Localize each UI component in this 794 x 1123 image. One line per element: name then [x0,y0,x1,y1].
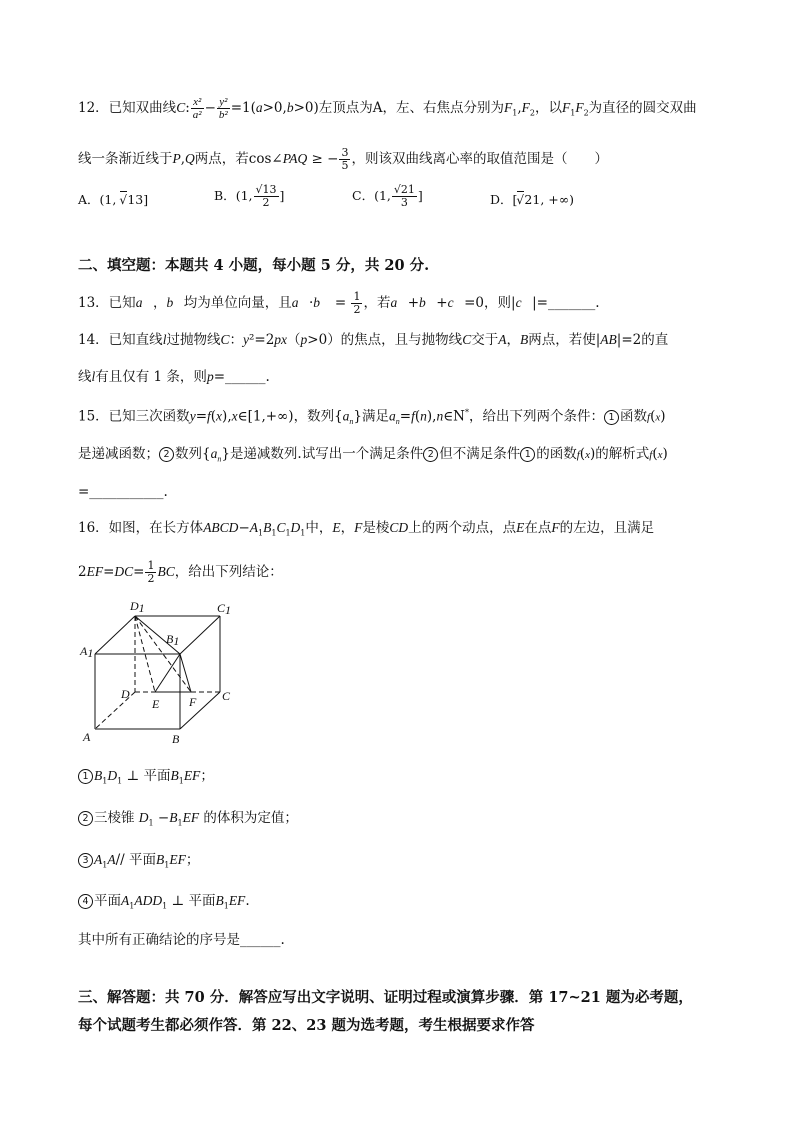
q15-text-3: 满足 [362,408,390,425]
q16-conclusion-1: 1 $B_1D_1$ ⊥ 平面$B_1EF$； [78,766,214,792]
q14-text-4: ）的焦点，且与抛物线 [327,332,463,348]
q15-text-9: 但不满足条件 [439,446,521,462]
q16-line1: 16．如图，在长方体$ABCD-A_1B_1C_1D_1$中，E，F是棱CD上的两个动点，点E在点F的左边，且满足 [78,520,655,538]
q13-line: 13．已知a⃗，b⃗均为单位向量，且a⃗·b⃗ = $\frac{1}{2}$ ，若a⃗+b⃗+c⃗=0，则|c⃗|=_______. [78,290,600,316]
q15-line2: 是递减函数； 2 数列$\{a_n\}$是递减数列.试写出一个满足条件 2 但不满足条件 1 的函数f(x)的解析式f(x) [78,446,668,464]
section-3-line1: 三、解答题：共 70 分．解答应写出文字说明、证明过程或演算步骤．第 17~21 题为必考题， [78,989,693,1006]
q15-line3[interactable]: =___________. [78,484,168,500]
q16-line2: 2EF=DC= $\frac{1}{2}$ BC，给出下列结论： [78,559,283,585]
q14-text-7: 两点，若使 [528,332,596,348]
q16-c2-suffix: 的体积为定值； [203,810,298,826]
q15-text-8: 是递减数列.试写出一个满足条件 [229,446,424,462]
q16-final[interactable]: 其中所有正确结论的序号是______. [78,932,285,948]
q16-text-4: 是棱 [362,520,390,536]
q14-line2: 线l有且仅有 1 条，则p=______. [78,369,270,385]
label-f: F [189,695,197,709]
q12-line1: 12．已知双曲线C: $\frac{\text{x²}}{\text{a²}}$ − $\frac{\text{y²}}{\text{b²}}$ =1(a>0,b>0)左顶点为A，左、右焦点分别为$F_1,F_2$，以$F_1F_2$为直径的圆交双曲 [78,96,697,121]
label-d: D [121,687,130,701]
q14-text-2: 过抛物线 [166,332,221,348]
q13-text-3: 均为单位向量，且 [183,295,292,311]
q12-text-7: ，则该双曲线离心率的取值范围是（ ） [351,151,608,167]
label-b1: B1 [166,632,180,648]
option-d-label: D． [490,192,513,207]
q13-text-1: 13．已知 [78,295,136,311]
q12-frac-x: $\frac{\text{x²}}{\text{a²}}$ [192,96,202,121]
q12-frac-35: $\frac{3}{5}$ [341,146,349,172]
q14-line1: 14．已知直线l过抛物线C：y²=2px（p>0）的焦点，且与抛物线C交于A，B两点，若使|AB|=2的直 [78,332,669,348]
q13-text-5: ，则 [484,295,512,311]
q12-text-3: ，以 [534,100,562,116]
q16-c1-text: 平面 [143,768,171,784]
q12-option-b[interactable]: B．(1, $\frac{√13}{2}$ ] [214,183,285,209]
q16-text-8: ，给出下列结论： [174,564,283,580]
option-b-label: B． [214,188,236,203]
q15-line1: 15．已知三次函数y=f(x),x∈[1,+∞)，数列$\{a_n\}$满足$a_n=f(n),n\in N^*$，给出下列两个条件： 1 函数f(x) [78,408,666,427]
q15-text-6: 是递减函数； [78,446,159,462]
label-a1: A1 [80,644,94,660]
q13-text-2: ， [152,295,167,311]
q15-text-5: 函数 [620,408,647,425]
label-b: B [172,732,180,746]
q16-text-2: 中， [305,520,333,536]
q12-option-a[interactable]: A．(1, √ 13] [78,192,149,207]
q12-line2: 线一条渐近线于P,Q两点，若cos∠PAQ ≥ − $\frac{3}{5}$ ，则该双曲线离心率的取值范围是（ ） [78,146,608,172]
q14-text-5: 交于 [471,332,499,348]
q16-text-3: ， [340,520,355,536]
q12-text-2: 左顶点为A，左、右焦点分别为 [318,100,504,116]
q12-math-curve: C [176,100,186,115]
q14-text-1: 14．已知直线 [78,332,163,348]
q16-text-6: 在点 [524,520,552,536]
q16-text-5: 上的两个动点，点 [408,520,517,536]
q14-text-9: 线 [78,369,92,385]
option-a-label: A． [78,192,100,207]
q14-blank[interactable]: ______. [225,369,270,385]
q16-text-1: 16．如图，在长方体 [78,520,204,536]
q14-text-6: ， [506,332,520,348]
q16-conclusion-4: 4 平面$A_1ADD_1$ ⊥ 平面$B_1EF$. [78,891,250,917]
q13-blank[interactable]: _______. [547,295,600,311]
q12-text-1: 12．已知双曲线 [78,100,177,116]
q16-conclusion-3: 3 $A_1A//$ 平面$B_1EF$； [78,850,199,876]
q12-text-4: 为直径的圆交双曲 [588,100,697,116]
q15-text-10: 的函数 [536,446,577,462]
q12-text-6: 两点，若 [194,151,249,167]
q16-conclusion-2: 2 三棱锥 $D_1 -B_1EF$ 的体积为定值； [78,808,298,834]
q16-c4-prefix: 平面 [94,893,121,909]
q12-text-5: 线一条渐近线于 [78,151,173,167]
q14-text-10: 有且仅有 1 条，则 [95,369,207,385]
q12-frac-y: $\frac{\text{y²}}{\text{b²}}$ [218,96,228,121]
q16-c2-prefix: 三棱锥 [94,810,135,826]
label-c: C [222,689,231,703]
q16-c3-text: 平面 [128,852,156,868]
q15-text-7: 数列 [175,446,202,462]
label-e: E [152,697,160,711]
q15-text-2: ，数列 [293,408,335,425]
q12-option-c[interactable]: C．(1, $\frac{√21}{3}$ ] [352,183,423,209]
q16-c4-mid: 平面 [188,893,216,909]
q12-option-d[interactable]: D．[ √ 21, +∞) [490,192,575,207]
q15-text-11: 的解析式 [595,446,650,462]
q15-text-4: ，给出下列两个条件： [469,408,604,425]
label-d1: D1 [130,599,145,615]
section-3-line2: 每个试题考生都必须作答．第 22、23 题为选考题，考生根据要求作答 [78,1017,535,1034]
cuboid-figure [76,598,246,748]
section-2-title: 二、填空题：本题共 4 小题，每小题 5 分，共 20 分. [78,257,430,274]
q14-text-8: 的直 [641,332,669,348]
option-c-label: C． [352,188,375,203]
q16-text-7: 的左边，且满足 [559,520,655,536]
q15-text-1: 15．已知三次函数 [78,408,190,425]
q13-text-4: ，若 [363,295,391,311]
label-c1: C1 [217,601,232,617]
q14-text-3: （ [287,332,301,348]
label-a: A [83,730,91,744]
